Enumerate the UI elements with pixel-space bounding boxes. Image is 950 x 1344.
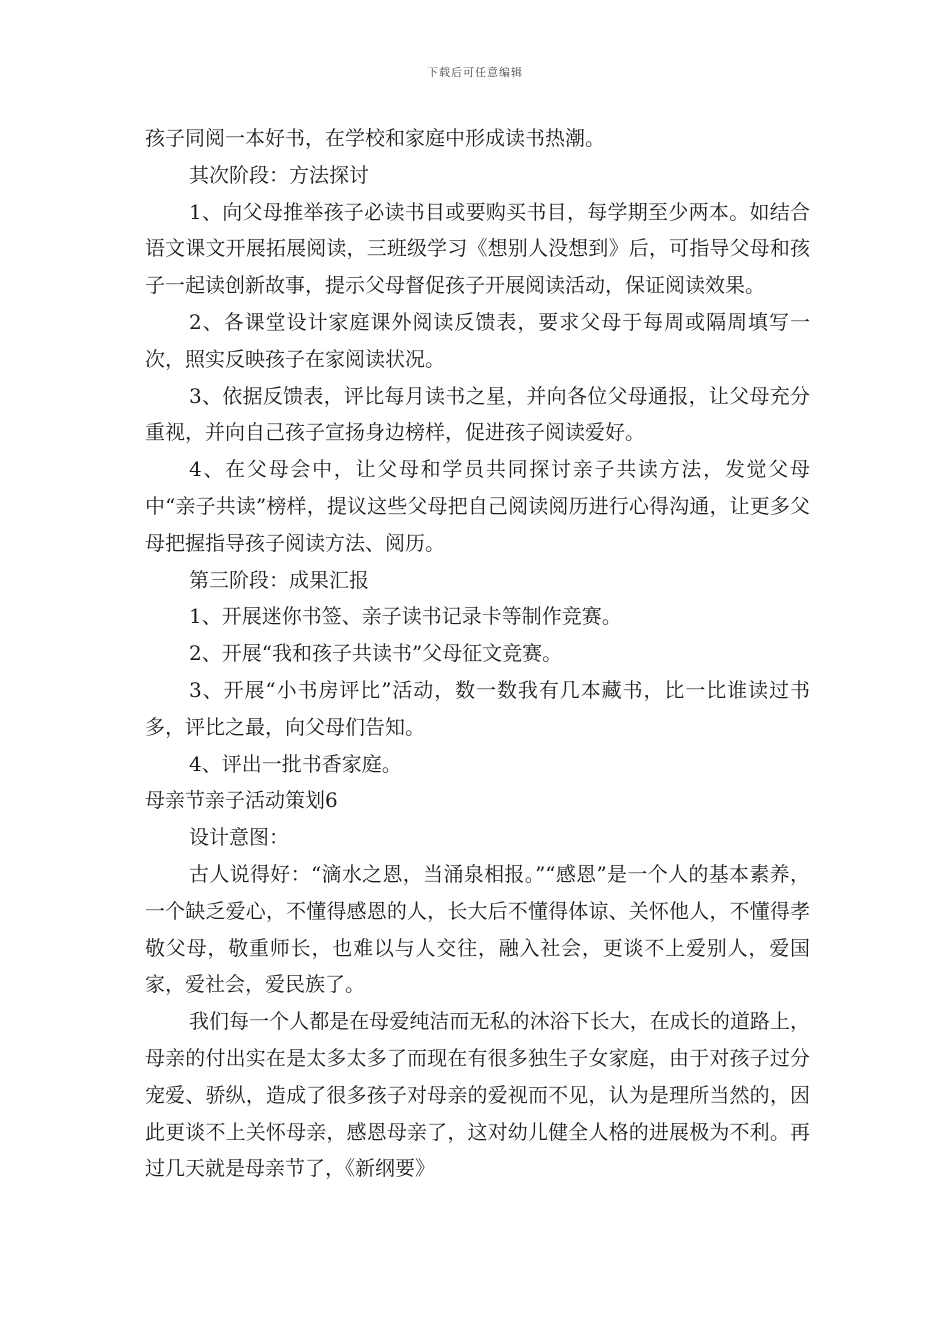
section-heading-stage-3: 第三阶段：成果汇报 [189, 567, 369, 592]
paragraph-10: 古人说得好：“滴水之恩，当涌泉相报。”“感恩”是一个人的基本素养，一个缺乏爱心，不懂得感恩的人，长大后不懂得体谅、关怀他人，不懂得孝敬父母，敬重师长，也难以与人交往，融入社会，更谈不上爱别人，爱国家，爱社会，爱民族了。 [145, 861, 810, 997]
paragraph-1: 孩子同阅一本好书，在学校和家庭中形成读书热潮。 [145, 126, 605, 150]
paragraph-6: 1、开展迷你书签、亲子读书记录卡等制作竞赛。 [189, 604, 622, 629]
paragraph-8: 3、开展“小书房评比”活动，数一数我有几本藏书，比一比谁读过书多，评比之最，向父母们告知。 [145, 677, 810, 739]
paragraph-2: 1、向父母推举孩子必读书目或要购买书目，每学期至少两本。如结合语文课文开展拓展阅读，三班级学习《想别人没想到》后，可指导父母和孩子一起读创新故事，提示父母督促孩子开展阅读活动，保证阅读效果。 [145, 199, 810, 298]
paragraph-11: 我们每一个人都是在母爱纯洁而无私的沐浴下长大，在成长的道路上，母亲的付出实在是太多太多了而现在有很多独生子女家庭，由于对孩子过分宠爱、骄纵，造成了很多孩子对母亲的爱视而不见，认为是理所当然的，因此更谈不上关怀母亲，感恩母亲了，这对幼儿健全人格的进展极为不利。再过几天就是母亲节了，《新纲要》 [145, 1009, 810, 1181]
document-body [145, 120, 810, 1187]
page-header: 下载后可任意编辑 [427, 66, 523, 79]
paragraph-7: 2、开展“我和孩子共读书”父母征文竞赛。 [189, 641, 563, 666]
paragraph-3: 2、各课堂设计家庭课外阅读反馈表，要求父母于每周或隔周填写一次，照实反映孩子在家阅读状况。 [145, 309, 810, 371]
section-heading-design-intent: 设计意图： [189, 825, 289, 850]
paragraph-5: 4、在父母会中，让父母和学员共同探讨亲子共读方法，发觉父母中“亲子共读”榜样，提议这些父母把自己阅读阅历进行心得沟通，让更多父母把握指导孩子阅读方法、阅历。 [145, 457, 810, 555]
section-heading-stage-2: 其次阶段：方法探讨 [189, 162, 369, 187]
paragraph-9: 4、评出一批书香家庭。 [189, 751, 402, 776]
paragraph-4: 3、依据反馈表，评比每月读书之星，并向各位父母通报，让父母充分重视，并向自己孩子宣扬身边榜样，促进孩子阅读爱好。 [145, 383, 810, 445]
article-title: 母亲节亲子活动策划6 [145, 788, 338, 813]
